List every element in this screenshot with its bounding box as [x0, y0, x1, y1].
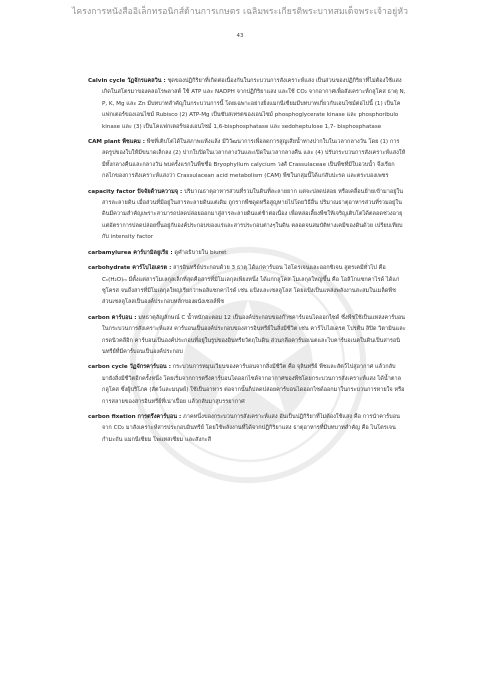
glossary-entry-cam-plant [88, 137, 406, 183]
entry-term: carbon cycle วัฏจักรคาร์บอน : [88, 364, 171, 371]
entry-definition: ปริมาณธาตุอาหารส่วนที่รวมในดินที่ละลายยาก แต่จะปลดปล่อย หรือเคลื่อนย้ายเข้ามาอยู่ในสารละลายดิน เมื่อส่วนที่มีอยู่ในสารละลายดินแต่เดิม ถูกรากพืชดูดหรือสูญหายไปโดยวิธีอื่น ปริมาณธาตุอาหารส่วนที่รวมอยู่ในดินมีความสำคัญเพราะสามารถปลดปล่อยออกมาสู่สารละลายดินแต่ช้าต่อเนื่อง เพื่อหล่อเลี้ยงพืชให้เจริญเติบโตได้ตลอดช่วงอายุ แต่อัตราการปลดปล่อยขึ้นอยู่กับองค์ประกอบของแร่และสารประกอบต่างๆในดิน ตลอดจนสมบัติทางเคมีของดินด้วย เปรียบเทียบกับ intensity factor [102, 188, 404, 241]
glossary-entry-carbon-fixation [88, 412, 406, 446]
glossary-entry-carbon [88, 313, 406, 359]
entry-term: capacity factor ปัจจัยด้านความจุ : [88, 188, 183, 195]
entry-definition: ดูคำอธิบายใน biuret [174, 249, 227, 256]
entry-definition: ภาคหนึ่งของกระบวนการสังเคราะห์แสง อันเป็นปฏิกิริยาที่ไม่ต้องใช้แสง คือ การนำคาร์บอนจาก CO₂ มาสังเคราะห์สารประกอบอินทรีย์ โดยใช้พลังงานที่ได้จากปฏิกิริยาแสง ธาตุอาหารที่มีบทบาทสำคัญ คือ ไนโตรเจน กำมะถัน แมกนีเซียม โพแทสเซียม และสังกะสี [102, 413, 400, 443]
entry-term: carbon คาร์บอน : [88, 314, 137, 321]
entry-definition: สารอินทรีย์ประกอบด้วย 3 ธาตุ ได้แก่คาร์บอน ไฮโดรเจนและออกซิเจน สูตรเคมีทั่วไป คือ Cₙ(H₂O)ₘ มีตั้งแต่สารโมเลกุลเล็กที่สุดคือสารที่มีโมเลกุลเพียงหนึ่ง ได้แก่กลูโคส โมเลกุลใหญ่ขึ้น คือ โอลิโกแซกคาไรด์ ได้แก่ซูโครส จนถึงสารที่มีโมเลกุลใหญ่เรียกว่าพอลิแซกคาไรด์ เช่น แป้งและเซลลูโลส โดยแป้งเป็นแหล่งพลังงานสะสมในเมล็ดพืช ส่วนเซลลูโลสเป็นองค์ประกอบหลักของผนังเซลล์พืช [102, 265, 400, 306]
page-header: ไครงการหนังสืออิเล็กทรอนิกส์ด้านการเกษตร เฉลิมพระเกียรติพระบาทสมเด็จพระเจ้าอยู่หัว [71, 7, 409, 17]
glossary-entry-capacity-factor [88, 187, 406, 244]
entry-definition: กระบวนการหมุนเวียนของคาร์บอนจากสิ่งมีชีวิต คือ จุลินทรีย์ พืชและสัตว์ไปสู่อากาศ แล้วกลับมายังสิ่งมีชีวิตอีกครั้งหนึ่ง โดยเริ่มจากการตรึงคาร์บอนไดออกไซด์จากอากาศของพืชโดยกระบวนการสังเคราะห์แสง ได้น้ำตาลกลูโคส ซึ่งผู้บริโภค (สัตว์และมนุษย์) ใช้เป็นอาหาร ต่อจากนั้นก็ปลดปล่อยคาร์บอนไดออกไซด์ออกมาในกระบวนการหายใจ หรือการสลายของสารอินทรีย์ที่เน่าเปื่อย แล้วกลับมาสู่บรรยากาศ [102, 364, 405, 405]
glossary-entry-carbon-cycle [88, 362, 406, 408]
page-number: 43 [236, 33, 244, 39]
glossary-entry-calvin-cycle [88, 76, 406, 133]
entry-term: carbamylurea คาร์บามิลยูเรีย : [88, 249, 173, 256]
entry-definition: ชุดของปฏิกิริยาที่เกิดต่อเนื่องกันในกระบวนการสังเคราะห์แสง เป็นส่วนของปฏิกิริยาที่ไม่ต้องใช้แสง เกิดในสโตรมาของคลอโรพลาสต์ ใช้ ATP และ NADPH จากปฏิกิริยาแสง และใช้ CO₂ จากอากาศเพื่อสังเคราะห์กลูโคส ธาตุ N, P, K, Mg และ Zn มีบทบาทสำคัญในกระบวนการนี้ โดยเฉพาะอย่างยิ่งแมกนีเซียมมีบทบาทเกี่ยวกับเอนไซม์ต่อไปนี้ (1) เป็นโคแฟกเตอร์ของเอนไซม์ Rubisco (2) ATP-Mg เป็นซับสเทรตของเอนไซม์ phosphoglycerate kinase และ phosphoribulo kinase และ (3) เป็นโคแฟกเตอร์ของเอนไซม์ 1,6-bisphosphatase และ sedoheptulose 1,7- bisphosphatase [102, 78, 406, 130]
entry-term: CAM plant พืชแคม : [88, 139, 145, 146]
entry-term: Calvin cycle วัฏจักรแคลวิน : [88, 78, 166, 84]
entry-definition: มหธาตุสัญลักษณ์ C น้ำหนักอะตอม 12 เป็นองค์ประกอบของก๊าซคาร์บอนไดออกไซด์ ซึ่งพืชใช้เป็นแหล่งคาร์บอนในกระบวนการสังเคราะห์แสง คาร์บอนเป็นองค์ประกอบของสารอินทรีย์ในสิ่งมีชีวิต เช่น คาร์โบไฮเดรต โปรตีน ลิปิด วิตามินและกรดนิวคลีอิก คาร์บอนเป็นองค์ประกอบที่อยู่ในรูปของอินทรียวัตถุในดิน ส่วนกลีอคาร์บอเนตและไบคาร์บอเนตในดินเป็นสารอนินทรีย์ที่มีคาร์บอนเป็นองค์ประกอบ [102, 314, 406, 355]
entry-term: carbon fixation การตรึงคาร์บอน : [88, 413, 182, 420]
glossary-entry-carbohydrate [88, 263, 406, 309]
entry-definition: พืชที่เติบโตได้ในสภาพแห้งแล้ง มีวิวัฒนาการเพื่อลดการสูญเสียน้ำทางปากใบในเวลากลางวัน โดย (1) การลดรูปของใบให้มีขนาดเล็กลง (2) ปากใบปิดในเวลากลางวันและเปิดในเวลากลางคืน และ (4) ปรับกระบวนการสังเคราะห์แสงให้มีทั้งกลางคืนและกลางวัน พบครั้งแรกในพืชชื่อ Bryophyllum calycium วงศ์ Crassulaceae เป็นพืชที่มีใบอวบน้ำ จึงเรียกกลไกของการสังเคราะห์แสงว่า Crassulacean acid metabolism (CAM) พืชในกลุ่มนี้ได้แก่สับปะรด และตระบองเพชร [102, 139, 406, 180]
entry-term: carbohydrate คาร์โบไฮเดรต : [88, 265, 172, 272]
glossary-entries [88, 76, 406, 450]
glossary-entry-carbamylurea [88, 248, 406, 259]
